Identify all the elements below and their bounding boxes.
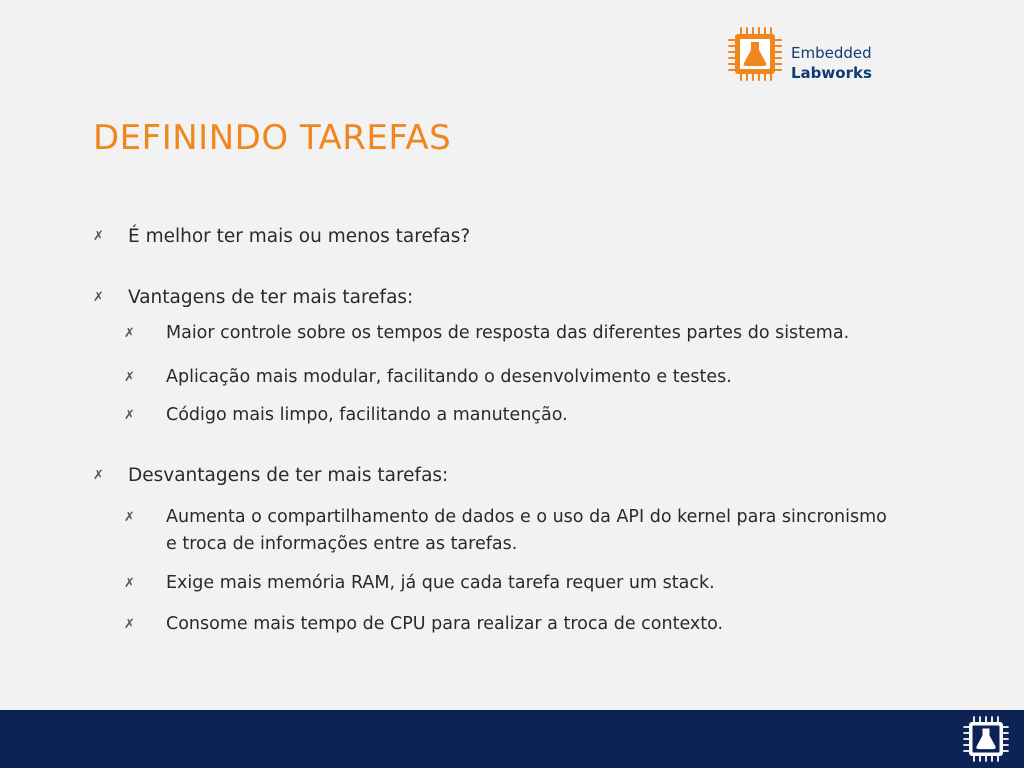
bullet-text: É melhor ter mais ou menos tarefas? (128, 226, 471, 247)
bullet-text: Aumenta o compartilhamento de dados e o uso da API do kernel para sincronismo (166, 507, 887, 527)
bullet-text: Aplicação mais modular, facilitando o desenvolvimento e testes. (166, 367, 732, 387)
bullet-text: Maior controle sobre os tempos de resposta das diferentes partes do sistema. (166, 323, 850, 343)
chip-flask-icon (727, 26, 783, 82)
bullet-text: Desvantagens de ter mais tarefas: (128, 465, 449, 486)
brand-logo (727, 26, 887, 86)
chip-flask-icon (962, 715, 1010, 763)
cross-mark-icon: ✗ (93, 229, 104, 244)
cross-mark-icon: ✗ (93, 468, 104, 483)
bullet-text: Exige mais memória RAM, já que cada tarefa requer um stack. (166, 573, 715, 593)
logo-line-2: Labworks (791, 64, 872, 82)
bullet-text: Código mais limpo, facilitando a manutenção. (166, 405, 568, 425)
cross-mark-icon: ✗ (124, 326, 135, 341)
bullet-text: e troca de informações entre as tarefas. (166, 534, 518, 554)
cross-mark-icon: ✗ (93, 290, 104, 305)
footer-bar (0, 710, 1024, 768)
cross-mark-icon: ✗ (124, 576, 135, 591)
cross-mark-icon: ✗ (124, 510, 135, 525)
logo-line-1: Embedded (791, 44, 872, 62)
bullet-text: Vantagens de ter mais tarefas: (128, 287, 414, 308)
cross-mark-icon: ✗ (124, 370, 135, 385)
cross-mark-icon: ✗ (124, 408, 135, 423)
bullet-text: Consome mais tempo de CPU para realizar a troca de contexto. (166, 614, 724, 634)
cross-mark-icon: ✗ (124, 617, 135, 632)
page-title: DEFININDO TAREFAS (93, 118, 452, 158)
